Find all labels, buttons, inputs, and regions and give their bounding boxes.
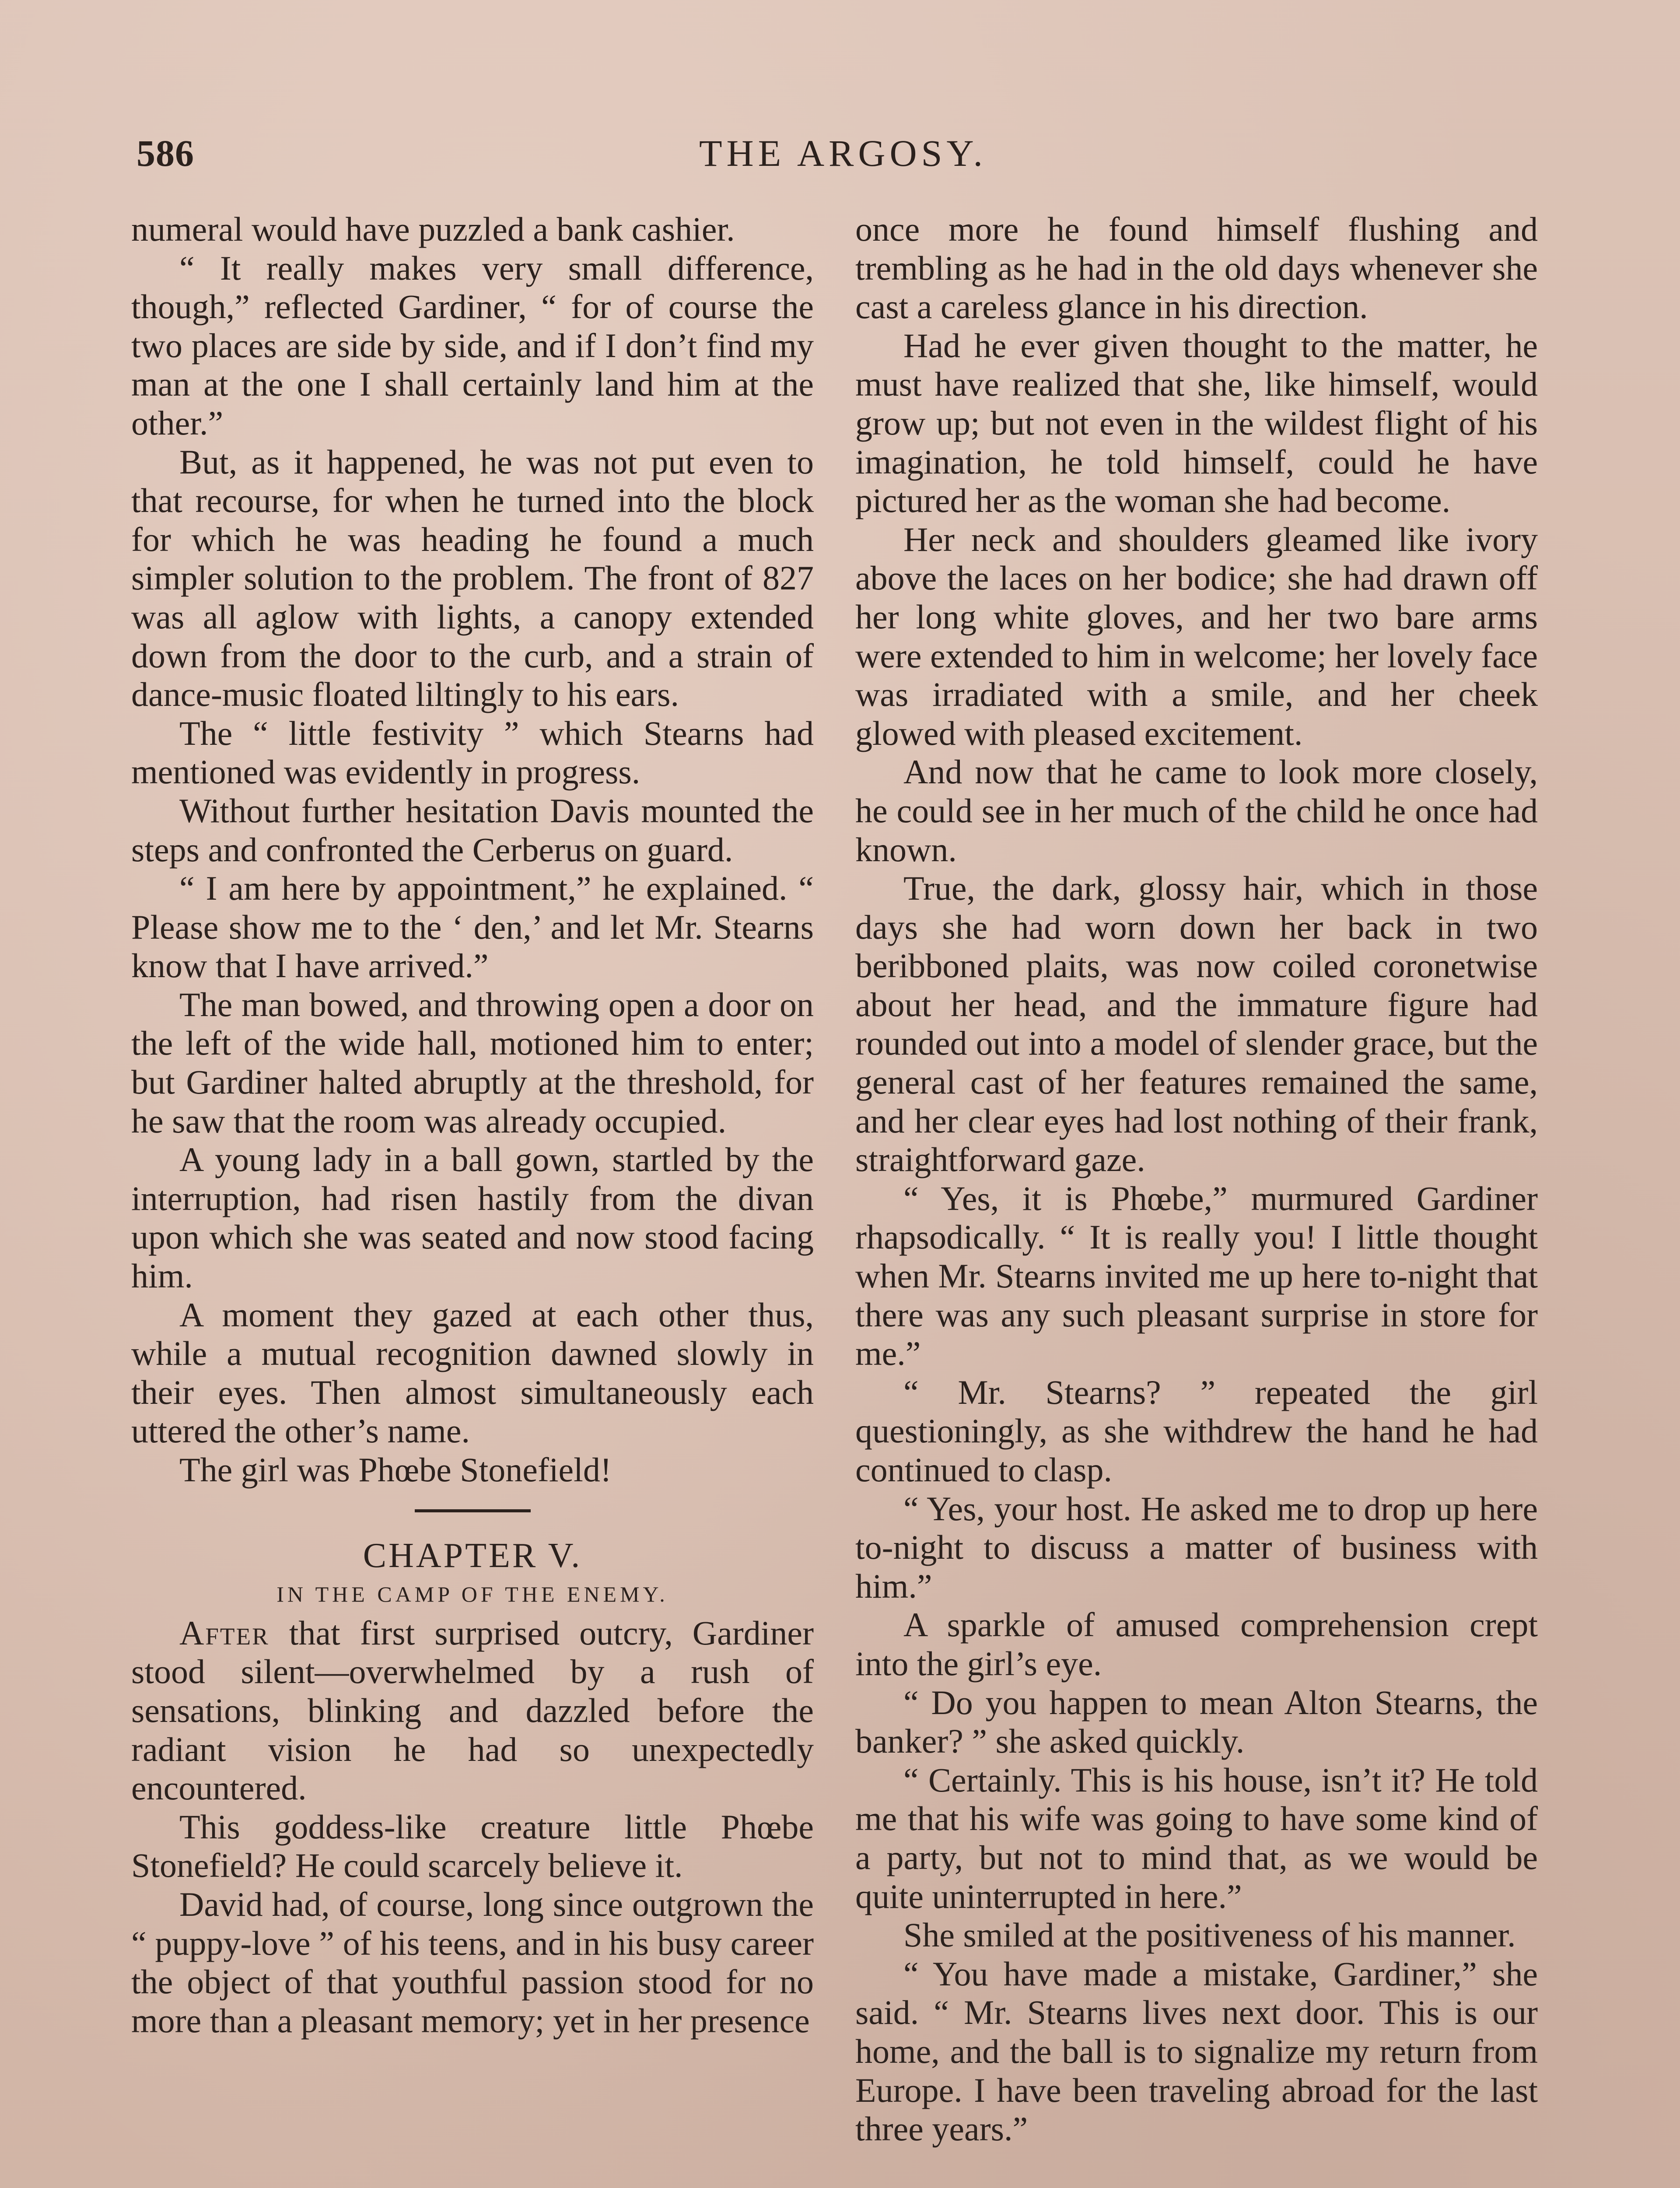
paragraph: once more he found himself flushing and trembling as he had in the old days whenever she cast a careless glance in his direction.: [855, 210, 1538, 326]
running-head: THE ARGOSY.: [699, 132, 987, 174]
paragraph: “ Do you happen to mean Alton Stearns, the banker? ” she asked quickly.: [855, 1683, 1538, 1760]
paragraph: The girl was Phœbe Stonefield!: [179, 1451, 612, 1489]
paragraph: Without further hesitation Davis mounted the steps and confronted the Cerberus on guard.: [131, 791, 814, 869]
paragraph: The man bowed, and throwing open a door on the left of the wide hall, motioned him to enter; but Gardiner halted abruptly at the threshold, for he saw that the room was already occupied.: [131, 985, 814, 1140]
right-column: [855, 210, 1538, 2149]
paragraph: But, as it happened, he was not put even to that recourse, for when he turned into the block for which he was heading he found a much simpler solution to the problem. The front of 827 was all aglow with lights, a canopy extended down from the door to the curb, and a strain of dance-music floated liltingly to his ears.: [131, 442, 814, 714]
paragraph: David had, of course, long since outgrown the “ puppy-love ” of his teens, and in his busy career the object of that youthful passion stood for no more than a pleasant memory; yet in her presence: [131, 1885, 814, 2040]
paragraph: Had he ever given thought to the matter, he must have realized that she, like himself, would grow up; but not even in the wildest flight of his imagination, he told himself, could he have pictured her as the woman she had become.: [855, 326, 1538, 520]
lead-word: After: [179, 1613, 270, 1652]
page-header: [136, 131, 1550, 179]
paragraph: The “ little festivity ” which Stearns had mentioned was evidently in progress.: [131, 714, 814, 791]
paragraph: A moment they gazed at each other thus, while a mutual recognition dawned slowly in their eyes. Then almost simultaneously each uttered the other’s name.: [131, 1295, 814, 1450]
paragraph: Her neck and shoulders gleamed like ivory above the laces on her bodice; she had drawn off her long white gloves, and her two bare arms were extended to him in welcome; her lovely face was irradiated with a smile, and her cheek glowed with pleased excitement.: [855, 520, 1538, 752]
paragraph: And now that he came to look more closely, he could see in her much of the child he once had known.: [855, 753, 1538, 869]
paragraph: “ You have made a mistake, Gardiner,” she said. “ Mr. Stearns lives next door. This is our home, and the ball is to signalize my return from Europe. I have been traveling abroad for the last three years.”: [855, 1954, 1538, 2148]
paragraph: A young lady in a ball gown, startled by the interruption, had risen hastily from the divan upon which she was seated and now stood facing him.: [131, 1140, 814, 1295]
chapter-title: CHAPTER V.: [363, 1536, 582, 1575]
paragraph: This goddess-like creature little Phœbe Stonefield? He could scarcely believe it.: [131, 1807, 814, 1885]
paragraph: “ Yes, it is Phœbe,” murmured Gardiner rhapsodically. “ It is really you! I little thought when Mr. Stearns invited me up here to-night that there was any such pleasant surprise in store for me.”: [855, 1179, 1538, 1373]
paragraph: True, the dark, glossy hair, which in those days she had worn down her back in two beribboned plaits, was now coiled coronetwise about her head, and the immature figure had rounded out into a model of slender grace, but the general cast of her features remained the same, and her clear eyes had lost nothing of their frank, straightforward gaze.: [855, 869, 1538, 1179]
paragraph: “ I am here by appointment,” he explained. “ Please show me to the ‘ den,’ and let Mr. Stearns know that I have arrived.”: [131, 869, 814, 985]
page-number: 586: [136, 132, 194, 174]
paragraph: numeral would have puzzled a bank cashier.: [131, 210, 735, 248]
chapter-opening-paragraph: [131, 1614, 814, 1808]
section-divider: [415, 1509, 531, 1512]
chapter-subtitle: IN THE CAMP OF THE ENEMY.: [276, 1582, 668, 1607]
paragraph: “ Mr. Stearns? ” repeated the girl questioningly, as she withdrew the hand he had continued to clasp.: [855, 1373, 1538, 1489]
lead-text: that first surprised outcry, Gardiner stood silent—overwhelmed by a rush of sensations, blinking and dazzled before the radiant vision he had so unexpectedly encountered.: [131, 1613, 814, 1807]
paragraph: “ Yes, your host. He asked me to drop up here to-night to discuss a matter of business with him.”: [855, 1489, 1538, 1605]
paragraph: She smiled at the positiveness of his manner.: [903, 1916, 1516, 1954]
paragraph: “ Certainly. This is his house, isn’t it? He told me that his wife was going to have some kind of a party, but not to mind that, as we would be quite uninterrupted in here.”: [855, 1760, 1538, 1915]
paragraph: A sparkle of amused comprehension crept into the girl’s eye.: [855, 1606, 1538, 1683]
left-column: [131, 210, 814, 2040]
paragraph: “ It really makes very small difference, though,” reflected Gardiner, “ for of course the two places are side by side, and if I don’t find my man at the one I shall certainly land him at the other.”: [131, 249, 814, 442]
